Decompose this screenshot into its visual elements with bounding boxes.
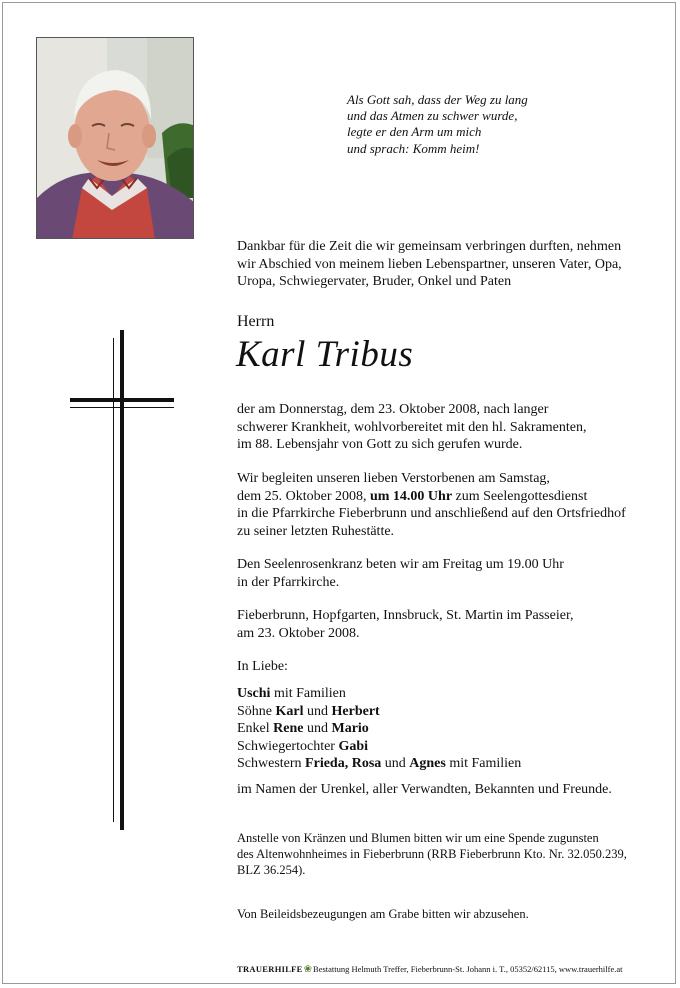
donation-note: Anstelle von Kränzen und Blumen bitten wir um eine Spende zugunsten des Altenwohnheimes in Fieberbrunn (RRB Fieberbrunn Kto. Nr. 32.050.239, BLZ 36.254). [237, 831, 627, 878]
list-item: Enkel Rene und Mario [237, 721, 369, 737]
poem-line: legte er den Arm um mich [347, 124, 482, 140]
intro-text: Dankbar für die Zeit die wir gemeinsam verbringen durften, nehmen wir Abschied von meinem lieben Lebenspartner, unseren Vater, Opa, Uropa, Schwiegervater, Bruder, Onkel und Paten [237, 239, 622, 290]
cross-icon [66, 330, 176, 830]
footer [237, 964, 623, 975]
funeral-time: um 14.00 Uhr [369, 488, 453, 504]
funeral-info: Wir begleiten unseren lieben Verstorbenen am Samstag, dem 25. Oktober 2008, um 14.00 Uhr zum Seelengottesdienst in die Pfarrkirche Fieberbrunn und anschließend auf den Ortsfriedhof zu seiner letzten Ruhestätte. [237, 471, 626, 539]
list-item: Schwestern Frieda, Rosa und Agnes mit Familien [237, 756, 522, 772]
place-date: Fieberbrunn, Hopfgarten, Innsbruck, St. Martin im Passeier, am 23. Oktober 2008. [237, 608, 574, 641]
in-love-label: In Liebe: [237, 659, 288, 674]
footer-brand: TRAUERHILFE [237, 964, 303, 974]
condolence-note: Von Beileidsbezeugungen am Grabe bitten wir abzusehen. [237, 907, 529, 921]
poem-line: und sprach: Komm heim! [347, 140, 480, 156]
list-item: Schwiegertochter Gabi [237, 738, 369, 754]
poem-line: Als Gott sah, dass der Weg zu lang [347, 92, 528, 107]
rosary-info: Den Seelenrosenkranz beten wir am Freitag um 19.00 Uhr in der Pfarrkirche. [237, 557, 564, 590]
relatives-line: im Namen der Urenkel, aller Verwandten, Bekannten und Freunde. [237, 782, 612, 797]
poem-line: und das Atmen zu schwer wurde, [347, 108, 518, 124]
deceased-name: Karl Tribus [236, 334, 414, 375]
leaf-icon: ❀ [303, 964, 313, 975]
family-list [237, 685, 521, 773]
list-item: Söhne Karl und Herbert [237, 703, 380, 719]
salutation: Herrn [237, 313, 275, 330]
poem [347, 92, 528, 157]
list-item: Uschi mit Familien [237, 686, 346, 701]
footer-text: Bestattung Helmuth Treffer, Fieberbrunn-St. Johann i. T., 05352/62115, www.trauerhilfe.at [313, 964, 623, 974]
death-notice: der am Donnerstag, dem 23. Oktober 2008, nach langer schwerer Krankheit, wohlvorbereitet mit den hl. Sakramenten, im 88. Lebensjahr von Gott zu sich gerufen wurde. [237, 402, 587, 453]
portrait-photo [36, 37, 194, 239]
